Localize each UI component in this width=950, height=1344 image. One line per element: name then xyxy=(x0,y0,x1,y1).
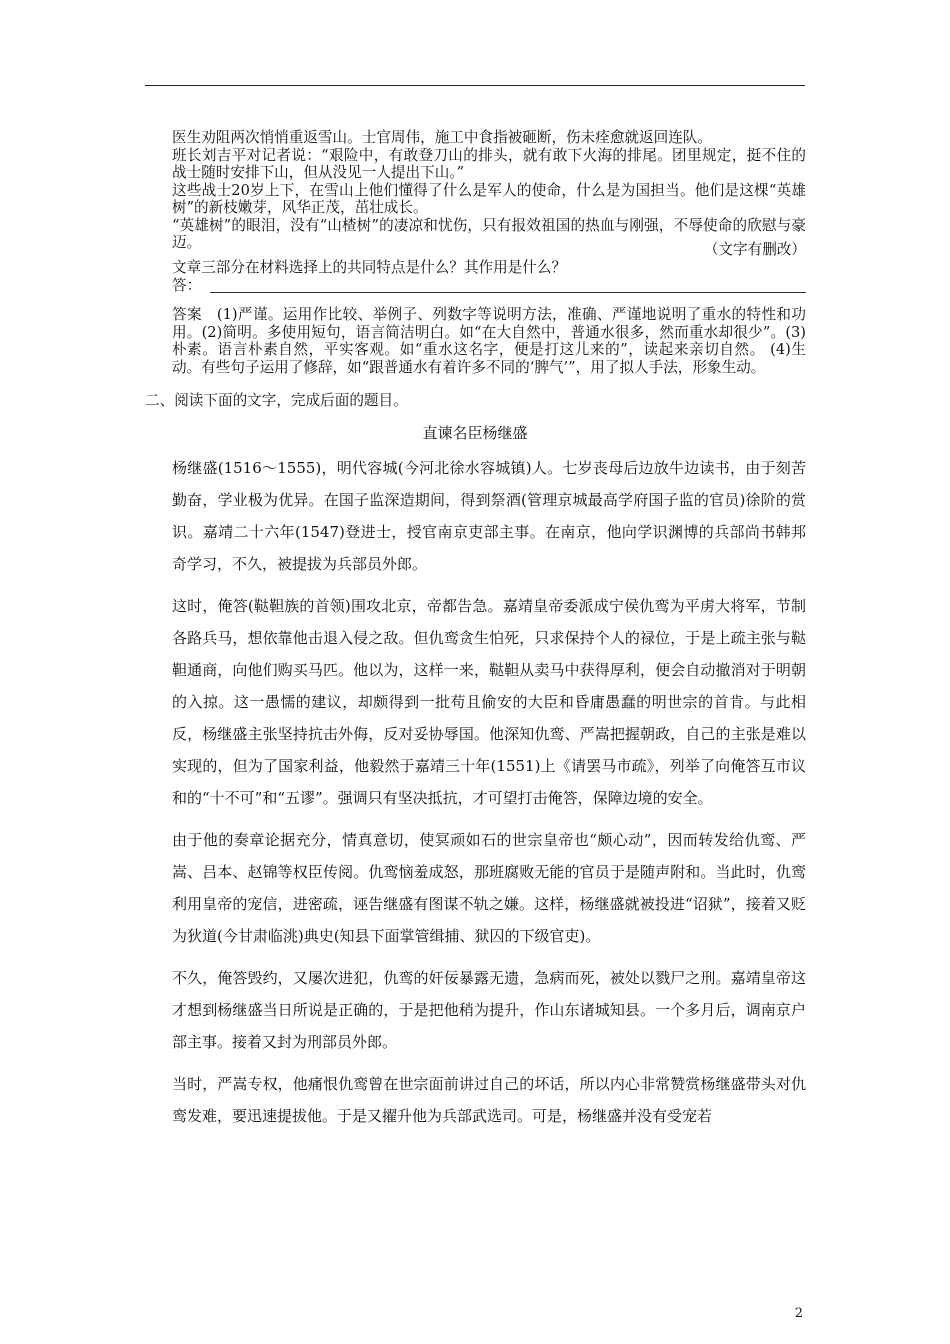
answer-line xyxy=(172,277,806,295)
top-passage xyxy=(172,129,806,252)
page-number: 2 xyxy=(794,1306,803,1321)
article-paragraph: 当时，严嵩专权，他痛恨仇鸾曾在世宗面前讲过自己的坏话，所以内心非常赞赏杨继盛带头对仇鸾发难，要迅速提拔他。于是又擢升他为兵部武选司。可是，杨继盛并没有受宠若 xyxy=(172,1075,806,1125)
passage-paragraph: 班长刘吉平对记者说：“艰险中，有敢登刀山的排头，就有敢下火海的排尾。团里规定，挺不住的战士随时安排下山，但从没见一人提出下山。” xyxy=(172,146,806,181)
passage-paragraph: 这些战士20岁上下，在雪山上他们懂得了什么是军人的使命，什么是为国担当。他们是这棵“英雄树”的新枝嫩芽，风华正茂，茁壮成长。 xyxy=(172,181,806,216)
passage-paragraph: “英雄树”的眼泪，没有“山楂树”的凄凉和忧伤，只有报效祖国的热血与刚强，不辱使命的欣慰与豪迈。 xyxy=(172,216,806,251)
article-paragraph: 不久，俺答毁约，又屡次进犯，仇鸾的奸佞暴露无遗，急病而死，被处以戮尸之刑。嘉靖皇帝这才想到杨继盛当日所说是正确的，于是把他稍为提升，作山东诸城知县。一个多月后，调南京户部主事。接着又封为刑部员外郎。 xyxy=(172,969,806,1051)
header-rule xyxy=(145,85,805,86)
answer-text: 答案 (1)严谨。运用作比较、举例子、列数字等说明方法，准确、严谨地说明了重水的特性和功用。(2)简明。多使用短句，语言简洁明白。如“在大自然中，普通水很多，然而重水却很少”。(3)朴素。语言朴素自然，平实客观。如“重水这名字，便是打这儿来的”，读起来亲切自然。 (4)生动。有些句子运用了修辞，如“跟普通水有着许多不同的‘脾气’”，用了拟人手法，形象生动。 xyxy=(172,306,806,376)
article-body xyxy=(172,452,806,1142)
answer-block xyxy=(172,306,806,376)
article-paragraph: 这时，俺答(鞑靼族的首领)围攻北京，帝都告急。嘉靖皇帝委派成宁侯仇鸾为平虏大将军，节制各路兵马，想依靠他击退入侵之敌。但仇鸾贪生怕死，只求保持个人的禄位，于是上疏主张与鞑靼通商，向他们购买马匹。他以为，这样一来，鞑靼从卖马中获得厚利，便会自动撤消对于明朝的入掠。这一愚懦的建议，却颇得到一批苟且偷安的大臣和昏庸愚蠢的明世宗的首肯。与此相反，杨继盛主张坚持抗击外侮，反对妥协辱国。他深知仇鸾、严嵩把握朝政，自己的主张是难以实现的，但为了国家利益，他毅然于嘉靖三十年(1551)上《请罢马市疏》，列举了向俺答互市议和的“十不可”和“五谬”。强调只有坚决抵抗，才可望打击俺答，保障边境的安全。 xyxy=(172,597,806,807)
article-paragraph: 杨继盛(1516～1555)，明代容城(今河北徐水容城镇)人。七岁丧母后边放牛边读书，由于刻苦勤奋，学业极为优异。在国子监深造期间，得到祭酒(管理京城最高学府国子监的官员)徐阶的赏识。嘉靖二十六年(1547)登进士，授官南京吏部主事。在南京，他向学识渊博的兵部尚书韩邦奇学习，不久，被提拔为兵部员外郎。 xyxy=(172,459,806,573)
question: 文章三部分在材料选择上的共同特点是什么？其作用是什么？ xyxy=(172,259,567,276)
passage-paragraph: 医生劝阻两次悄悄重返雪山。士官周伟，施工中食指被砸断，伤未痊愈就返回连队。 xyxy=(172,129,712,146)
source-note: （文字有删改） xyxy=(703,241,806,258)
article-title: 直谏名臣杨继盛 xyxy=(422,424,528,442)
answer-underline xyxy=(210,292,806,293)
article-paragraph: 由于他的奏章论据充分，情真意切，使冥顽如石的世宗皇帝也“颇心动”，因而转发给仇鸾、严嵩、吕本、赵锦等权臣传阅。仇鸾恼羞成怒，那班腐败无能的官员于是随声附和。当此时，仇鸾利用皇帝的宠信，进密疏，诬告继盛有图谋不轨之嫌。这样，杨继盛就被投进“诏狱”，接着又贬为狄道(今甘肃临洮)典史(知县下面掌管缉捕、狱囚的下级官吏)。 xyxy=(172,831,806,945)
answer-prompt: 答： xyxy=(172,277,202,294)
section-heading: 二、阅读下面的文字，完成后面的题目。 xyxy=(145,392,408,409)
